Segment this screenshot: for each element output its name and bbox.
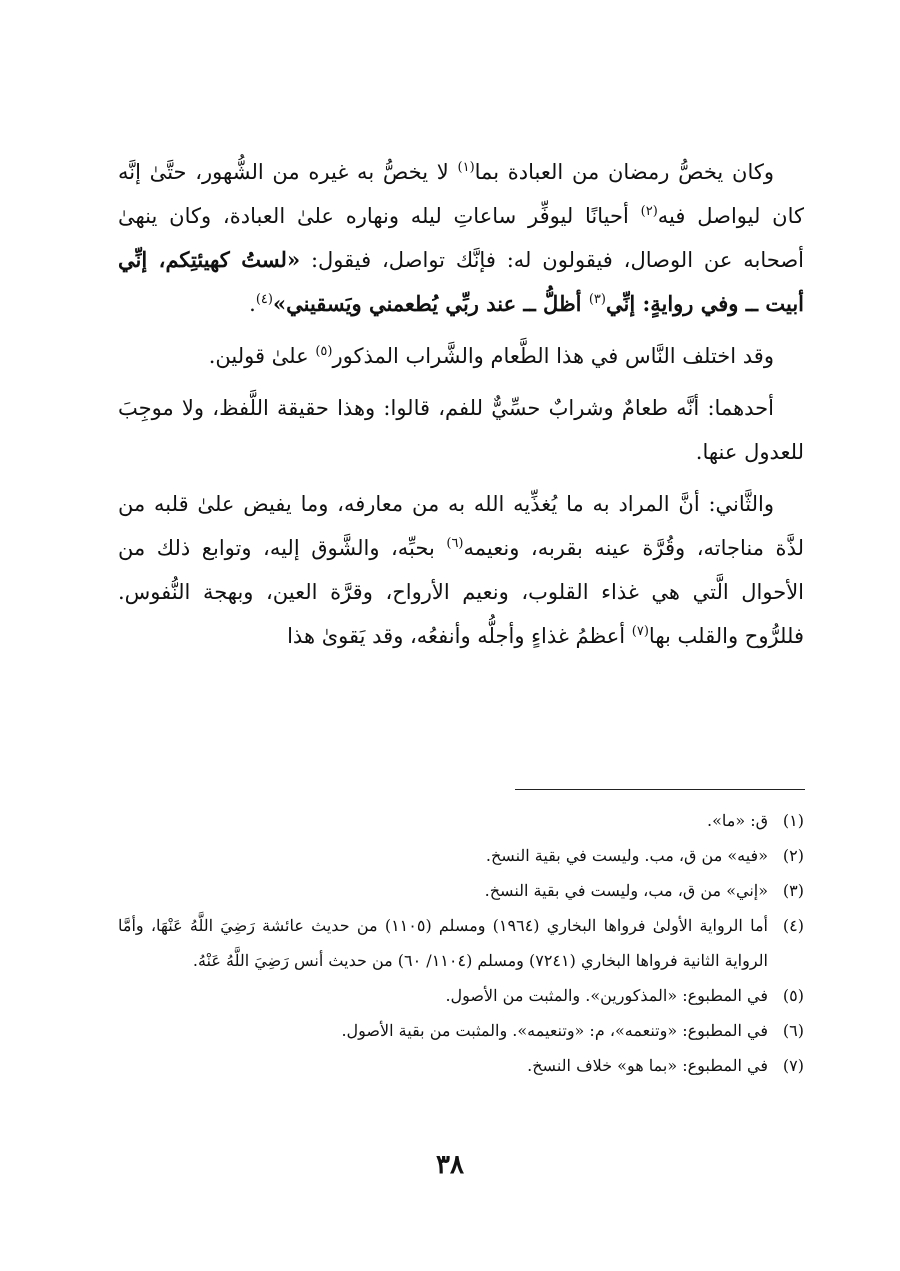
paragraph-text: بحبِّه، والشَّوق إليه، وتوابع ذلك من الأحوال الَّتي هي غذاء القلوب، ونعيم الأرواح، وقرَّة العين، وبهجة النُّفوس. فللرُّوح والقلب بها (118, 536, 804, 648)
paragraph (118, 150, 804, 326)
footnote-number: (١) (782, 811, 804, 830)
footnote-text: أما الرواية الأولىٰ فرواها البخاري (١٩٦٤) ومسلم (١١٠٥) من حديث عائشة رَضِيَ اللَّهُ عَنْهَا، وأمَّا الرواية الثانية فرواها البخاري (٧٢٤١) ومسلم (١١٠٤/ ٦٠) من حديث أنس رَضِيَ اللَّهُ عَنْهُ. (118, 916, 769, 970)
footnote-number: (٧) (782, 1056, 804, 1075)
footnote-text: في المطبوع: «المذكورين». والمثبت من الأصول. (445, 986, 768, 1005)
footnote-text: ق: «ما». (707, 811, 768, 830)
paragraph-text: . (249, 292, 256, 316)
paragraph-text: والثَّاني: أنَّ المراد به ما يُغذِّيه الله به من معارفه، وما يفيض علىٰ قلبه من لذَّة مناجاته، وقُرَّة عينه بقربه، ونعيمه (118, 492, 804, 560)
paragraph (118, 386, 804, 474)
page-number: ٣٨ (436, 1150, 464, 1180)
footnote (118, 978, 804, 1013)
paragraph-text: أحدهما: أنَّه طعامٌ وشرابٌ حسِّيٌّ للفم، قالوا: وهذا حقيقة اللَّفظ، ولا موجِبَ للعدول عنها. (118, 396, 804, 464)
footnote-number: (٦) (782, 1021, 804, 1040)
paragraph-text: وقد اختلف النَّاس في هذا الطَّعام والشَّراب المذكور (332, 344, 774, 368)
footnote-number: (٣) (782, 881, 804, 900)
footnote (118, 1048, 804, 1083)
footnote-reference: (٢) (640, 204, 658, 219)
footnote-text: «إني» من ق، مب، وليست في بقية النسخ. (484, 881, 768, 900)
footnote-reference: (٧) (631, 624, 649, 639)
footnote-text: في المطبوع: «وتنعمه»، م: «وتنعيمه». والمثبت من بقية الأصول. (341, 1021, 768, 1040)
paragraph-text: لا يخصُّ به غيره من الشُّهور، حتَّىٰ إنَّه كان ليواصل فيه (118, 160, 804, 228)
footnote-reference: (٤) (255, 292, 273, 307)
hadith-quote: «لستُ كهيئتِكم، إنِّي أبيت ــ وفي روايةٍ: إنِّي (118, 247, 804, 316)
footnote-text: «فيه» من ق، مب. وليست في بقية النسخ. (485, 846, 768, 865)
paragraph-text: علىٰ قولين. (208, 344, 316, 368)
paragraph-text: أعظمُ غذاءٍ وأجلُّه وأنفعُه، وقد يَقوىٰ هذا (287, 624, 632, 648)
paragraph-text: أحيانًا ليوفِّر ساعاتِ ليله ونهاره علىٰ العبادة، وكان ينهىٰ أصحابه عن الوصال، فيقولون له: فإنَّك تواصل، فيقول: (118, 204, 804, 272)
footnote (118, 803, 804, 838)
paragraph (118, 334, 804, 378)
footnote (118, 1013, 804, 1048)
footnote-number: (٢) (782, 846, 804, 865)
main-text (118, 150, 804, 658)
paragraph (118, 482, 804, 658)
footnote-reference: (١) (457, 160, 475, 175)
footnotes (118, 803, 804, 1083)
footnote-number: (٤) (782, 916, 804, 935)
footnote-number: (٥) (782, 986, 804, 1005)
footnote-reference: (٣) (588, 292, 606, 307)
footnote-reference: (٥) (315, 344, 333, 359)
footnote-reference: (٦) (446, 536, 464, 551)
footnote-text: في المطبوع: «بما هو» خلاف النسخ. (527, 1056, 768, 1075)
hadith-quote: أظلُّ ــ عند ربِّي يُطعمني ويَسقيني» (272, 291, 589, 316)
footnote (118, 873, 804, 908)
footnote-separator (515, 789, 805, 790)
footnote (118, 838, 804, 873)
paragraph-text: وكان يخصُّ رمضان من العبادة بما (474, 160, 774, 184)
footnote (118, 908, 804, 978)
